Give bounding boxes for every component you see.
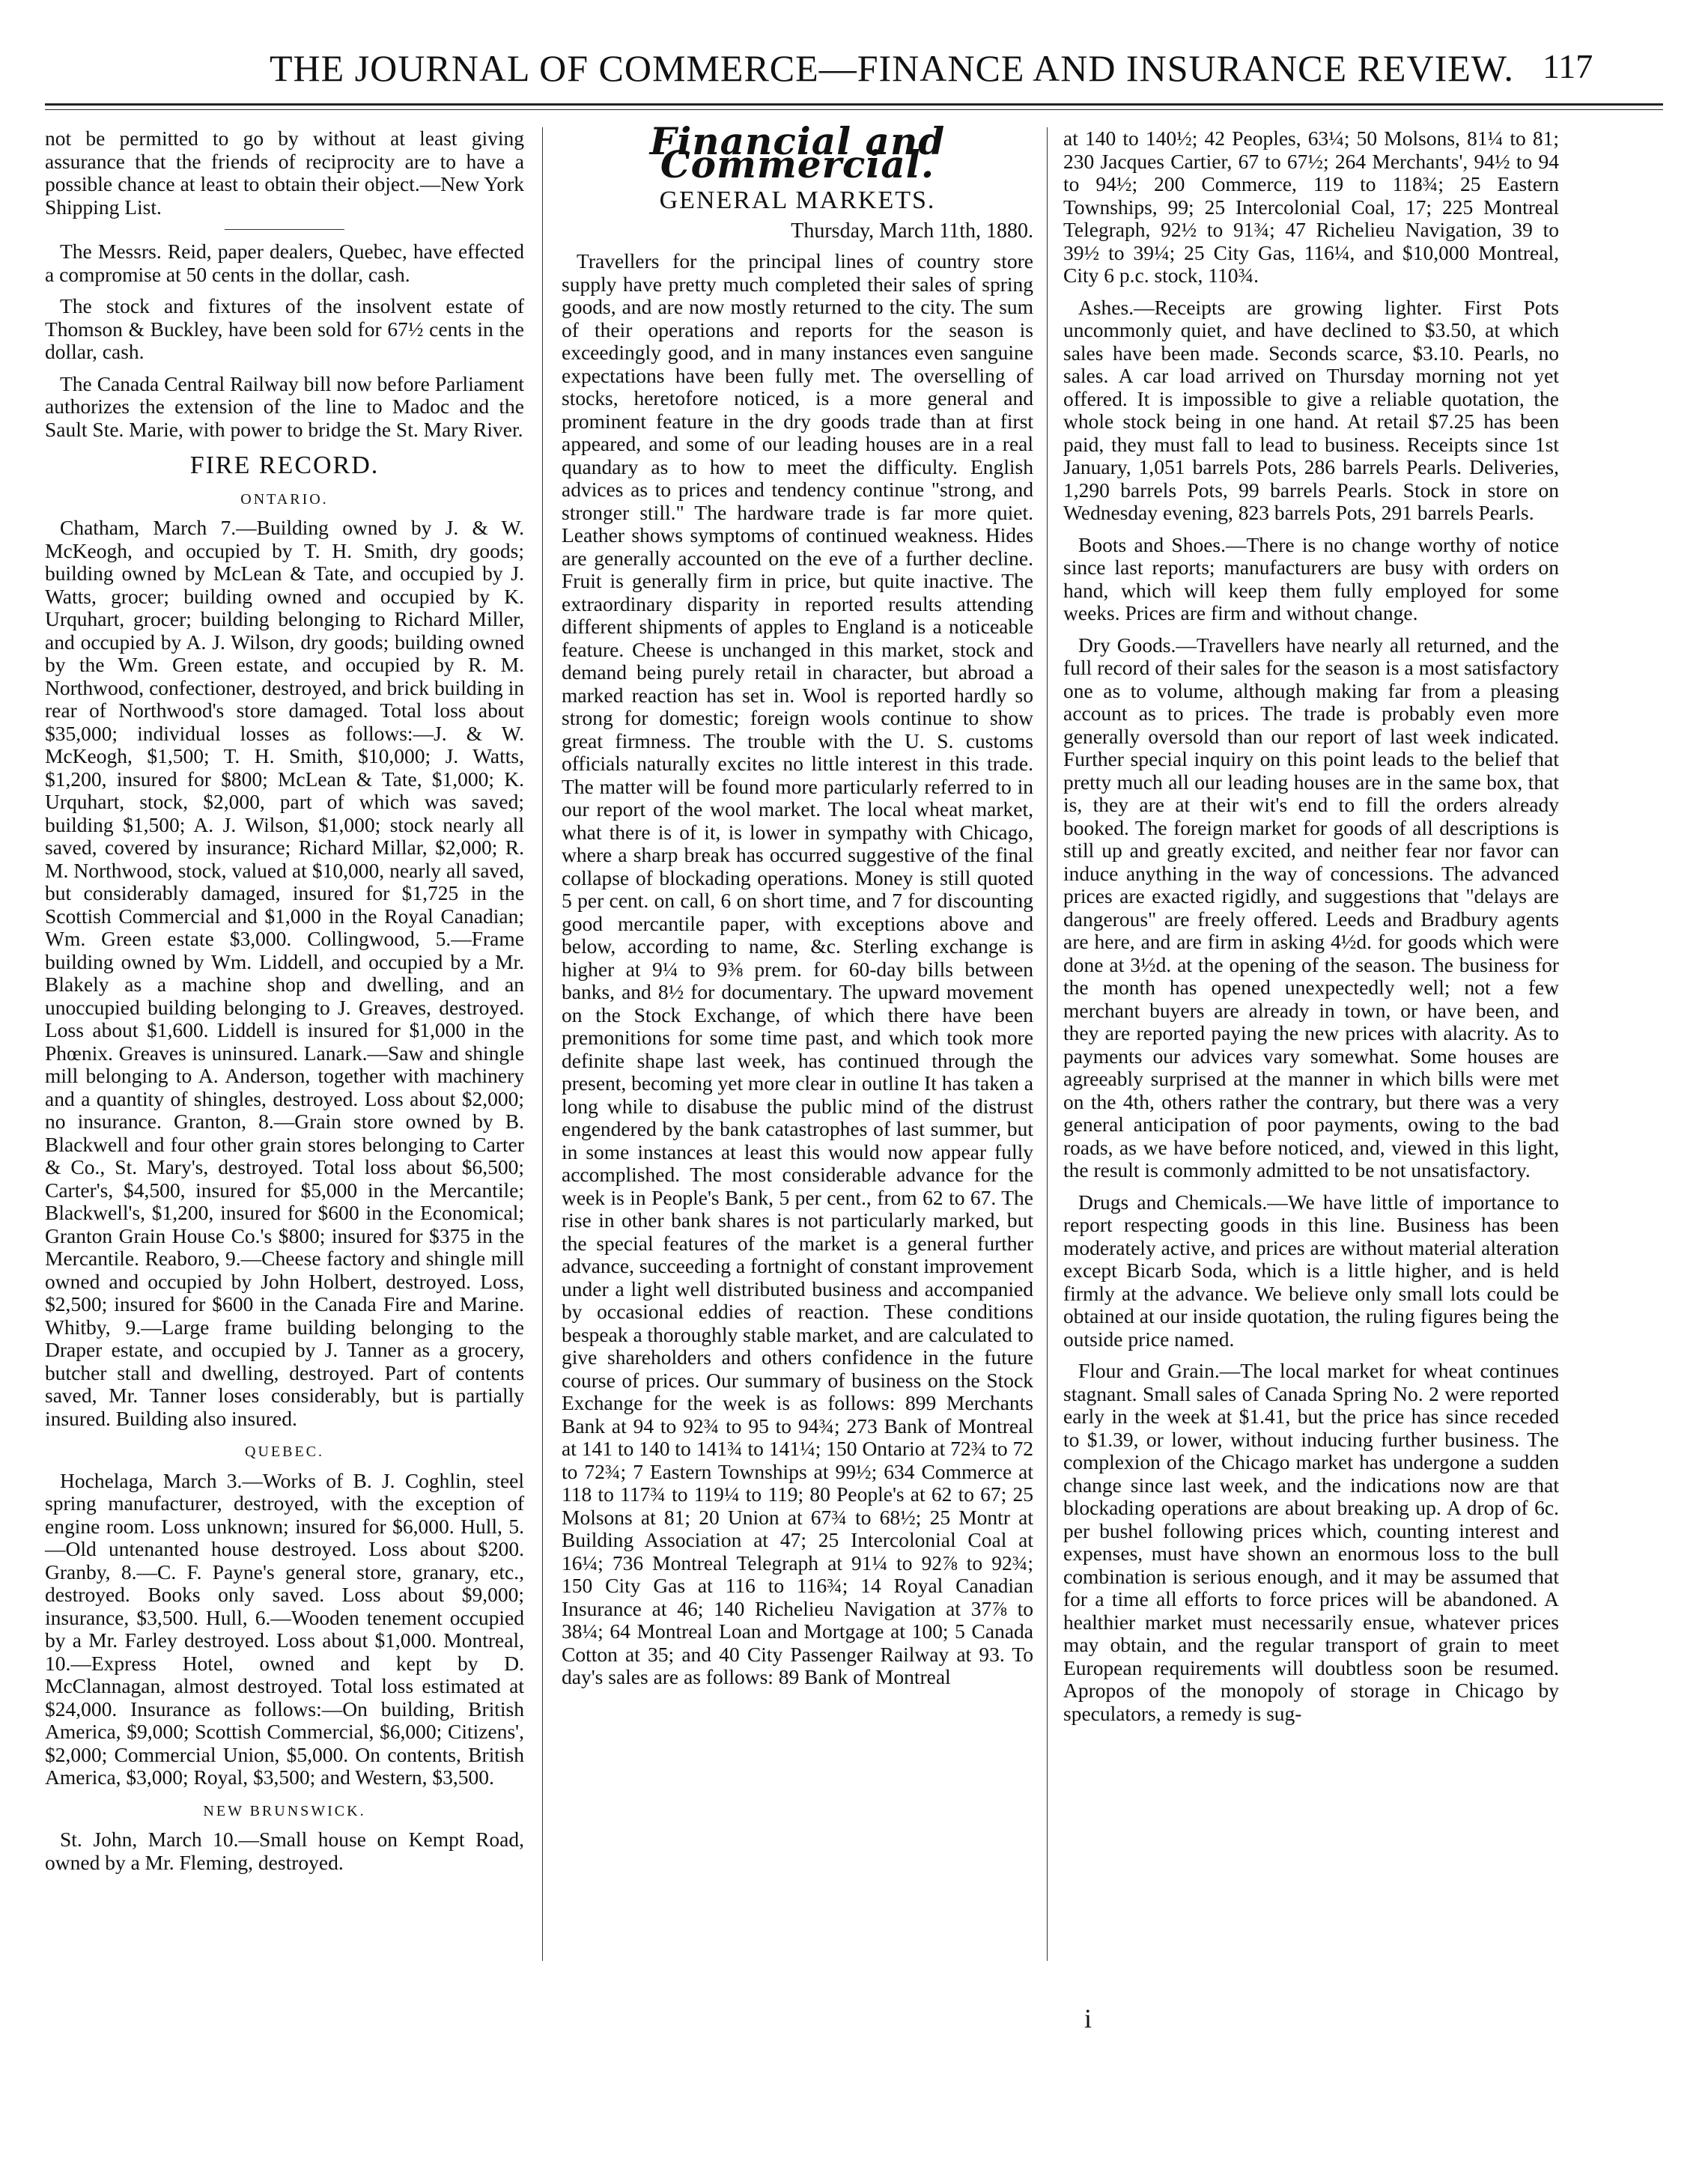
header-rule: [45, 103, 1663, 106]
column-divider: [1047, 127, 1048, 1961]
column-left: [45, 127, 524, 1883]
paragraph: Hochelaga, March 3.—Works of B. J. Coghlin, steel spring manufacturer, destroyed, with the exception of engine room. Loss unknown; insured for $6,000. Hull, 5.—Old untenanted house destroyed. Loss about $200. Granby, 8.—C. F. Payne's general store, granary, etc., destroyed. Books only saved. Loss about $9,000; insurance, $3,500. Hull, 6.—Wooden tenement occupied by a Mr. Farley destroyed. Loss about $1,000. Montreal, 10.—Express Hotel, owned and kept by D. McClannagan, almost destroyed. Total loss estimated at $24,000. Insurance as follows:—On building, British America, $9,000; Scottish Commercial, $6,000; Citizens', $2,000; Commercial Union, $5,000. On contents, British America, $3,000; Royal, $3,500; and Western, $3,500.: [45, 1468, 524, 1789]
paragraph: at 140 to 140½; 42 Peoples, 63¼; 50 Molsons, 81¼ to 81; 230 Jacques Cartier, 67 to 67½; 264 Merchants', 94½ to 94 to 94½; 200 Commerce, 119 to 118¾; 25 Eastern Townships, 99; 25 Intercolonial Coal, 17; 225 Montreal Telegraph, 92½ to 91¾; 47 Richelieu Navigation, 39 to 39½ to 39¼; 25 City Gas, 116¼, and $10,000 Montreal, City 6 p.c. stock, 110¾.: [1063, 127, 1559, 287]
footer-mark: i: [1084, 2004, 1092, 2033]
paragraph: Dry Goods.—Travellers have nearly all returned, and the full record of their sales for the season is a most satisfactory one as to volume, although making far from a pleasing account as to prices. The trade is probably even more generally oversold than our report of last week indicated. Further special inquiry on this point leads to the belief that pretty much all our leading houses are in the same box, that is, they are at their wit's end to fill the orders already booked. The foreign market for goods of all descriptions is still up and greatly excited, and neither fear nor favor can induce anything in the way of concessions. The advanced prices are exacted rigidly, and suggestions that "delays are dangerous" are freely offered. Leeds and Bradbury agents are here, and are firm in asking 4½d. for goods which were done at 3½d. at the opening of the season. The business for the month has opened unexpectedly well; not a few merchant buyers are already in town, or have been, and they are reported paying the new prices with alacrity. As to payments our advices vary somewhat. Some houses are agreeably surprised at the manner in which bills were met on the 4th, others rather the contrary, but there was a very general anticipation of poor payments, owing to the bad roads, as we have before noticed, and, viewed in this light, the result is commonly admitted to be not unsatisfactory.: [1063, 633, 1559, 1181]
subsection-heading: QUEBEC.: [245, 1444, 324, 1460]
page-header-title: THE JOURNAL OF COMMERCE—FINANCE AND INSURANCE REVIEW.: [270, 47, 1514, 89]
divider: [225, 229, 344, 230]
page-number: 117: [1543, 47, 1593, 85]
column-middle: [562, 119, 1033, 1698]
header-rule-thin: [45, 109, 1663, 110]
paragraph: Flour and Grain.—The local market for wheat continues stagnant. Small sales of Canada Spring No. 2 were reported early in the week at $1.41, but the price has since receded to $1.39, or lower, without inducing further business. The complexion of the Chicago market has undergone a sudden change since last week, and the indications now are that blockading operations are about breaking up. A drop of 6c. per bushel following prices which, counting interest and expenses, must have shown an enormous loss to the bull combination is serious enough, and it may be assumed that for a time all efforts to force prices will be abandoned. A healthier market must necessarily ensue, whatever prices may obtain, and the regular transport of grain to meet European requirements will doubtless soon be resumed. Apropos of the monopoly of storage in Chicago by speculators, a remedy is sug-: [1063, 1359, 1559, 1725]
paragraph: Ashes.—Receipts are growing lighter. First Pots uncommonly quiet, and have declined to $3.50, at which sales have been made. Seconds scarce, $3.10. Pearls, no sales. A car load arrived on Thursday morning not yet offered. It is impossible to give a reliable quotation, the whole stock being in one hand. At retail $7.25 has been paid, they must fall to lead to business. Receipts since 1st January, 1,051 barrels Pots, 286 barrels Pearls. Deliveries, 1,290 barrels Pots, 99 barrels Pearls. Stock in store on Wednesday evening, 823 barrels Pots, 291 barrels Pearls.: [1063, 295, 1559, 524]
paragraph: Boots and Shoes.—There is no change worthy of notice since last reports; manufacturers are busy with orders on hand, which will keep them fully employed for some weeks. Prices are firm and without change.: [1063, 532, 1559, 624]
paragraph: The Messrs. Reid, paper dealers, Quebec, have effected a compromise at 50 cents in the dollar, cash.: [45, 240, 524, 286]
paragraph: Drugs and Chemicals.—We have little of importance to report respecting goods in this line. Business has been moderately active, and prices are without material alteration except Bicarb Soda, which is a little higher, and is held firmly at the advance. We believe only small lots could be obtained at our inside quotation, the ruling figures being the outside price named.: [1063, 1190, 1559, 1351]
dateline: Thursday, March 11th, 1880.: [791, 219, 1033, 243]
column-right: [1063, 127, 1559, 1734]
section-heading: GENERAL MARKETS.: [659, 186, 936, 214]
paragraph: Chatham, March 7.—Building owned by J. & W. McKeogh, and occupied by T. H. Smith, dry goods; building owned by McLean & Tate, and occupied by J. Watts, grocer; building owned and occupied by K. Urquhart, grocer; building belonging to Richard Miller, and occupied by A. J. Wilson, dry goods; building owned by the Wm. Green estate, and occupied by R. M. Northwood, confectioner, destroyed, and brick building in rear of Northwood's store damaged. Total loss about $35,000; individual losses as follows:—J. & W. McKeogh, $1,500; T. H. Smith, $10,000; J. Watts, $1,200, insured for $800; McLean & Tate, $1,000; K. Urquhart, stock, $2,000, part of which was saved; building $1,500; A. J. Wilson, $1,000; stock nearly all saved, covered by insurance; Richard Millar, $2,000; R. M. Northwood, stock, valued at $10,000, nearly all saved, but considerably damaged, insured for $1,725 in the Scottish Commercial and $1,000 in the Royal Canadian; Wm. Green estate $3,000. Collingwood, 5.—Frame building owned by Wm. Liddell, and occupied by a Mr. Blakely as a machine shop and dwelling, and an unoccupied building belonging to J. Greaves, destroyed. Loss about $1,600. Liddell is insured for $1,000 in the Phœnix. Greaves is uninsured. Lanark.—Saw and shingle mill belonging to A. Anderson, together with machinery and a quantity of shingles, destroyed. Loss about $2,000; no insurance. Granton, 8.—Grain store owned by B. Blackwell and four other grain stores belonging to Carter & Co., St. Mary's, destroyed. Total loss about $6,500; Carter's, $4,500, insured for $5,000 in the Mercantile; Blackwell's, $1,200, insured for $600 in the Economical; Granton Grain House Co.'s $800; insured for $375 in the Mercantile. Reaboro, 9.—Cheese factory and shingle mill owned and occupied by John Holbert, destroyed. Loss, $2,500; insured for $600 in the Canada Fire and Marine. Whitby, 9.—Large frame building belonging to the Draper estate, and occupied by J. Tanner as a grocery, butcher stall and dwelling, destroyed. Part of contents saved, Mr. Tanner loses considerably, but is partially insured. Building also insured.: [45, 516, 524, 1430]
section-heading: FIRE RECORD.: [189, 451, 380, 479]
subsection-heading: ONTARIO.: [240, 490, 329, 508]
paragraph: The stock and fixtures of the insolvent estate of Thomson & Buckley, have been sold for 67½ cents in the dollar, cash.: [45, 294, 524, 363]
subsection-heading: NEW BRUNSWICK.: [203, 1802, 366, 1819]
section-masthead: Financial and Commercial.: [649, 119, 946, 186]
column-divider: [542, 127, 543, 1961]
paragraph: St. John, March 10.—Small house on Kempt Road, owned by a Mr. Fleming, destroyed.: [45, 1828, 524, 1874]
paragraph: Travellers for the principal lines of country store supply have pretty much completed their sales of spring goods, and are now mostly returned to the city. The sum of their operations and reports for the season is exceedingly good, and in many instances even sanguine expectations have been fully met. The overselling of stocks, heretofore noticed, is a more general and prominent feature in the dry goods trade than at first appeared, and some of our leading houses are in a real quandary as to how to meet the difficulty. English advices as to prices and tendency continue "strong, and stronger still." The hardware trade is far more quiet. Leather shows symptoms of continued weakness. Hides are generally accounted on the eve of a further decline. Fruit is generally firm in price, but quite inactive. The extraordinary disparity in reported results attending different shipments of apples to England is a noticeable feature. Cheese is unchanged in this market, stock and demand being purely retail in character, but abroad a marked reaction has set in. Wool is reported hardly so strong for domestic; foreign wools continue to show great firmness. The trouble with the U. S. customs officials naturally excites no little interest in this trade. The matter will be found more particularly referred to in our report of the wool market. The local wheat market, what there is of it, is lower in sympathy with Chicago, where a sharp break has occurred suggestive of the final collapse of blockading operations. Money is still quoted 5 per cent. on call, 6 on short time, and 7 for discounting good mercantile paper, with exceptions above and below, according to name, &c. Sterling exchange is higher at 9¼ to 9⅜ prem. for 60-day bills between banks, and 8½ for documentary. The upward movement on the Stock Exchange, of which there have been premonitions for some time past, and which took more definite shape last week, has continued through the present, becoming yet more clear in outline It has taken a long while to disabuse the public mind of the distrust engendered by the bank catastrophes of last summer, but in some instances at least this would now appear fully accomplished. The most considerable advance for the week is in People's Bank, 5 per cent., from 62 to 67. The rise in other bank shares is not particularly marked, but the special features of the market is a general further advance, succeeding a fortnight of constant improvement under a light well distributed business and accompanied by occasional eddies of reaction. These conditions bespeak a thoroughly stable market, and are calculated to give shareholders and others confidence in the future course of prices. Our summary of business on the Stock Exchange for the week is as follows: 899 Merchants Bank at 94 to 92¾ to 95 to 94¾; 273 Bank of Montreal at 141 to 140 to 141¾ to 141¼; 150 Ontario at 72¾ to 72 to 72¾; 7 Eastern Townships at 99½; 634 Commerce at 118 to 117¾ to 119¼ to 119; 80 People's at 62 to 67; 25 Molsons at 81; 20 Union at 67¾ to 68½; 25 Montr at Building Association at 47; 25 Intercolonial Coal at 16¼; 736 Montreal Telegraph at 91¼ to 92⅞ to 92¾; 150 City Gas at 116 to 116¾; 14 Royal Canadian Insurance at 46; 140 Richelieu Navigation at 37⅞ to 38¼; 64 Montreal Loan and Mortgage at 100; 5 Canada Cotton at 35; and 40 City Passenger Railway at 93. To day's sales are as follows: 89 Bank of Montreal: [562, 249, 1033, 1688]
paragraph: The Canada Central Railway bill now before Parliament authorizes the extension of the line to Madoc and the Sault Ste. Marie, with power to bridge the St. Mary River.: [45, 371, 524, 441]
paragraph: not be permitted to go by without at least giving assurance that the friends of reciprocity are to have a possible chance at least to obtain their object.—New York Shipping List.: [45, 127, 524, 219]
